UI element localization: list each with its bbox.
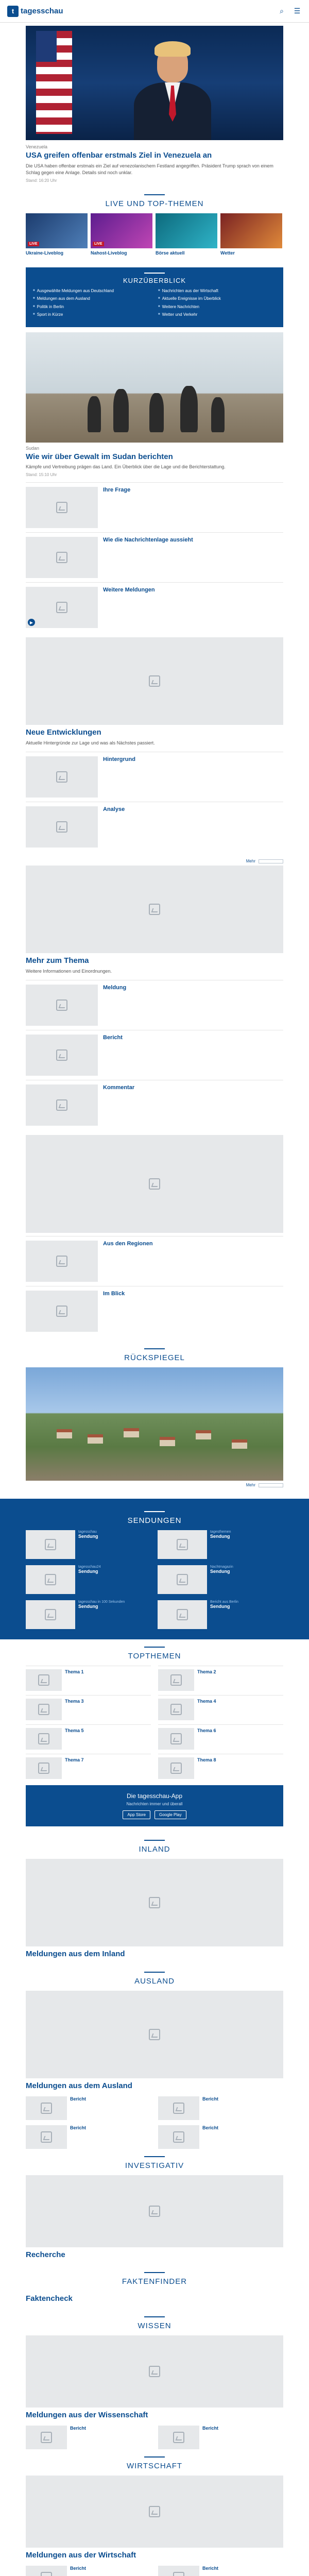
wirtschaft-image[interactable] [26, 2476, 283, 2548]
live-card-image [220, 213, 282, 248]
list-item[interactable] [26, 1286, 283, 1336]
brief-item[interactable]: ■ Aktuelle Ereignisse im Überblick [158, 296, 276, 301]
row-headline: Analyse [103, 806, 125, 813]
site-header [0, 0, 309, 23]
mini-item[interactable]: Bericht [158, 2096, 283, 2120]
live-card-image [156, 213, 217, 248]
live-card[interactable] [220, 213, 282, 256]
topthemen-title: TOPTHEMEN [0, 1639, 309, 1666]
lead-image[interactable] [26, 26, 283, 140]
topthemen-list [0, 1666, 309, 1779]
list-item[interactable] [26, 1236, 283, 1286]
thumb-image [26, 806, 98, 848]
topic-item[interactable]: Thema 5 [26, 1724, 151, 1750]
sendung-card[interactable]: tagesthemen Sendung [158, 1530, 283, 1559]
story3[interactable] [0, 725, 309, 857]
google-play-button[interactable]: Google Play [154, 1810, 186, 1819]
row-headline: Hintergrund [103, 756, 135, 763]
lead-meta: Stand: 16:20 Uhr [26, 178, 57, 183]
story2-image[interactable] [26, 332, 283, 443]
live-section-title: LIVE UND TOP-THEMEN [0, 187, 309, 213]
header-icons [277, 7, 302, 16]
live-card[interactable] [156, 213, 217, 256]
story2-meta: Stand: 15:10 Uhr [26, 472, 57, 478]
mini-item[interactable]: Bericht [158, 2566, 283, 2576]
brief-item[interactable]: ■ Sport in Kürze [33, 312, 151, 317]
list-item[interactable] [26, 532, 283, 582]
faktenfinder-title: FAKTENFINDER [0, 2265, 309, 2291]
investigativ-image[interactable] [26, 2175, 283, 2247]
live-card-label: Wetter [220, 250, 235, 256]
story5[interactable] [0, 1233, 309, 1341]
story2-kicker: Sudan [26, 445, 40, 451]
story3-teaser: Aktuelle Hintergründe zur Lage und was als Nächstes passiert. [26, 740, 155, 746]
brief-item[interactable]: ■ Ausgewählte Meldungen aus Deutschland [33, 289, 151, 294]
wirtschaft-title: WIRTSCHAFT [0, 2449, 309, 2476]
live-card[interactable] [26, 213, 88, 256]
logo-mark: t [7, 6, 19, 17]
story2[interactable] [0, 443, 309, 638]
investigativ-headline[interactable]: Recherche [26, 2250, 65, 2259]
mini-item[interactable]: Bericht [158, 2426, 283, 2449]
row-headline: Ihre Frage [103, 487, 131, 494]
live-card-image: LIVE [26, 213, 88, 248]
story4-teaser: Weitere Informationen und Einordnungen. [26, 969, 112, 974]
logo-text: tagesschau [21, 7, 63, 15]
topic-item[interactable]: Thema 8 [158, 1754, 283, 1779]
brief-list [33, 289, 276, 318]
ausland-image[interactable] [26, 1991, 283, 2078]
story2-headline[interactable]: Wie wir über Gewalt im Sudan berichten [26, 452, 173, 461]
wissen-grid [0, 2426, 309, 2449]
row-headline: Kommentar [103, 1084, 135, 1091]
list-item[interactable] [26, 752, 283, 802]
thumb-image [26, 1241, 98, 1282]
faktenfinder-headline[interactable]: Faktencheck [26, 2294, 73, 2303]
ausland-headline[interactable]: Meldungen aus dem Ausland [26, 2081, 132, 2090]
sendung-card[interactable]: Nachtmagazin Sendung [158, 1565, 283, 1594]
more-bar[interactable]: Mehr [0, 1481, 309, 1489]
rueckspiegel-title: RÜCKSPIEGEL [0, 1341, 309, 1367]
person-graphic [134, 41, 211, 140]
topic-item[interactable]: Thema 7 [26, 1754, 151, 1779]
brief-item[interactable]: ■ Weitere Nachrichten [158, 304, 276, 310]
list-item[interactable] [26, 482, 283, 532]
live-card[interactable] [91, 213, 152, 256]
rueckspiegel-image[interactable] [26, 1367, 283, 1481]
thumb-image [26, 756, 98, 798]
ausland-title: AUSLAND [0, 1964, 309, 1991]
thumb-image [26, 985, 98, 1026]
topic-item[interactable]: Thema 2 [158, 1666, 283, 1691]
list-item[interactable] [26, 802, 283, 852]
story5-image[interactable] [26, 1135, 283, 1233]
sendung-card[interactable]: tagesschau Sendung [26, 1530, 151, 1559]
thumb-image [26, 537, 98, 578]
flag-graphic [36, 31, 72, 134]
brief-box [26, 267, 283, 327]
thumb-image [26, 1291, 98, 1332]
topic-item[interactable]: Thema 6 [158, 1724, 283, 1750]
live-card-label: Börse aktuell [156, 250, 185, 256]
app-promo-heading: Die tagesschau-App [126, 1792, 183, 1800]
topic-item[interactable]: Thema 3 [26, 1695, 151, 1720]
lead-teaser: Die USA haben offenbar erstmals ein Ziel auf venezolanischem Festland angegriffen. Präsident Trump sprach von einem Schlag gegen eine Anlage. Details sind noch unklar. [26, 163, 273, 175]
mini-item[interactable]: Bericht [26, 2566, 151, 2576]
app-store-button[interactable]: App Store [123, 1810, 150, 1819]
list-item[interactable] [26, 1080, 283, 1130]
menu-icon[interactable]: ☰ [294, 7, 301, 15]
story4[interactable] [0, 953, 309, 1135]
lead-headline[interactable]: USA greifen offenbar erstmals Ziel in Venezuela an [26, 151, 212, 160]
more-bar[interactable]: Mehr [0, 857, 309, 866]
brief-item[interactable]: ■ Nachrichten aus der Wirtschaft [158, 289, 276, 294]
brief-item[interactable]: ■ Meldungen aus dem Ausland [33, 296, 151, 301]
ausland-grid [0, 2096, 309, 2149]
sendung-card[interactable]: tagesschau24 Sendung [26, 1565, 151, 1594]
row-headline: Bericht [103, 1035, 123, 1041]
inland-title: INLAND [0, 1833, 309, 1859]
story3-headline[interactable]: Neue Entwicklungen [26, 728, 101, 737]
list-item[interactable] [26, 1030, 283, 1080]
wissen-title: WISSEN [0, 2309, 309, 2335]
search-icon[interactable]: ⌕ [280, 7, 284, 15]
list-item[interactable] [26, 980, 283, 1030]
topic-item[interactable]: Thema 1 [26, 1666, 151, 1691]
live-card-label: Ukraine-Liveblog [26, 250, 64, 256]
story3-image[interactable] [26, 637, 283, 725]
inland-image[interactable] [26, 1859, 283, 1946]
row-headline: Meldung [103, 985, 127, 991]
sendung-card[interactable]: Bericht aus Berlin Sendung [158, 1600, 283, 1629]
video-icon: ▶ [28, 619, 35, 626]
investigativ-title: INVESTIGATIV [0, 2149, 309, 2175]
wissen-headline[interactable]: Meldungen aus der Wissenschaft [26, 2411, 148, 2420]
wirtschaft-grid [0, 2566, 309, 2576]
live-card-image: LIVE [91, 213, 152, 248]
topic-item[interactable]: Thema 4 [158, 1695, 283, 1720]
brief-item[interactable]: ■ Politik in Berlin [33, 304, 151, 310]
logo[interactable] [7, 6, 63, 17]
wissen-image[interactable] [26, 2335, 283, 2408]
row-headline: Weitere Meldungen [103, 587, 155, 594]
brief-item[interactable]: ■ Wetter und Verkehr [158, 312, 276, 317]
app-promo [26, 1785, 283, 1826]
story4-headline[interactable]: Mehr zum Thema [26, 956, 89, 965]
inland-headline[interactable]: Meldungen aus dem Inland [26, 1950, 125, 1959]
sendung-card[interactable]: tagesschau in 100 Sekunden Sendung [26, 1600, 151, 1629]
story4-image[interactable] [26, 866, 283, 953]
thumb-image [26, 487, 98, 528]
app-promo-sub: Nachrichten immer und überall [126, 1802, 183, 1807]
sendungen-grid [26, 1530, 283, 1629]
row-headline: Aus den Regionen [103, 1241, 153, 1247]
thumb-image [26, 1035, 98, 1076]
story2-teaser: Kämpfe und Vertreibung prägen das Land. Ein Überblick über die Lage und die Berichterstattung. [26, 464, 226, 470]
mini-item[interactable]: Bericht [26, 2426, 151, 2449]
thumb-image [26, 587, 98, 628]
mini-item[interactable]: Bericht [158, 2125, 283, 2149]
live-card-label: Nahost-Liveblog [91, 250, 127, 256]
row-headline: Im Blick [103, 1291, 125, 1297]
mini-item[interactable]: Bericht [26, 2096, 151, 2120]
sendungen-title: SENDUNGEN [26, 1504, 283, 1530]
wirtschaft-headline[interactable]: Meldungen aus der Wirtschaft [26, 2550, 136, 2560]
row-headline: Wie die Nachrichtenlage aussieht [103, 537, 193, 544]
lead-story[interactable] [0, 23, 309, 187]
mini-item[interactable]: Bericht [26, 2125, 151, 2149]
sendungen-section [0, 1499, 309, 1639]
live-strip [0, 213, 309, 256]
thumb-image [26, 1084, 98, 1126]
lead-kicker: Venezuela [26, 144, 48, 149]
brief-title: KURZÜBERBLICK [33, 273, 276, 284]
list-item[interactable] [26, 582, 283, 632]
